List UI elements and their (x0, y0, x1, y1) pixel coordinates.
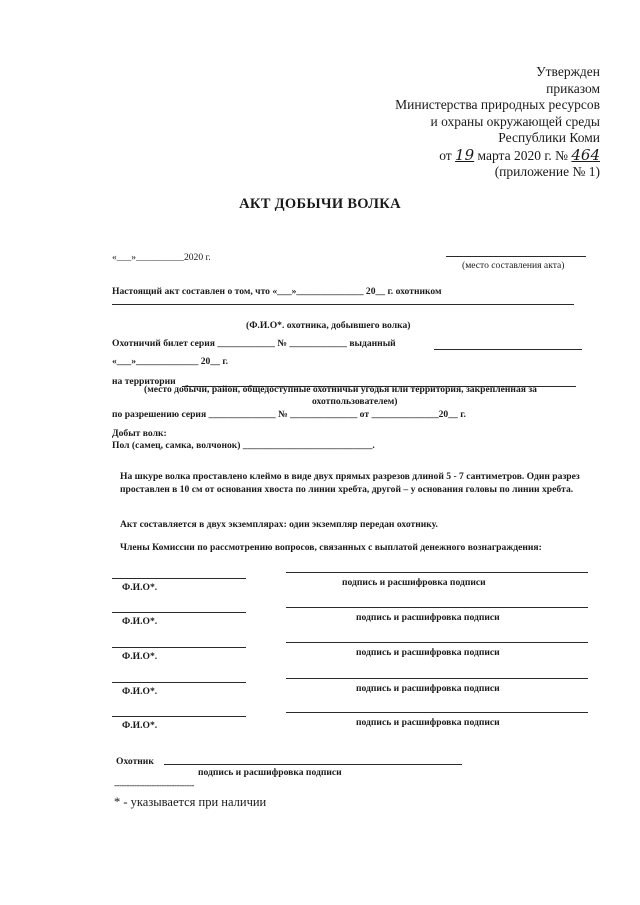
signature-line (286, 572, 588, 573)
ticket-series-line: Охотничий билет серия ____________ № ____________ выданный (112, 338, 396, 349)
place-line (446, 256, 586, 257)
fio-line (112, 578, 246, 579)
fio-caption: (Ф.И.О*. охотника, добывшего волка) (246, 320, 411, 331)
copies-paragraph: Акт составляется в двух экземплярах: один экземпляр передан охотнику. (120, 519, 438, 530)
document-title: АКТ ДОБЫЧИ ВОЛКА (239, 196, 401, 212)
territory-caption-2: охотпользователем) (312, 396, 398, 407)
footnote-text: * - указывается при наличии (114, 795, 267, 809)
approval-line-2: приказом (546, 80, 600, 96)
hunter-fio-line (112, 304, 574, 305)
signature-caption: подпись и расшифровка подписи (356, 647, 500, 658)
footnote-separator: -------------------------------- (114, 780, 194, 790)
date-prefix: от (439, 147, 452, 163)
hunter-signature-caption: подпись и расшифровка подписи (198, 767, 342, 778)
order-number-handwritten: 464 (571, 145, 600, 164)
approval-line-1: Утвержден (536, 64, 600, 79)
date-day-handwritten: 19 (455, 145, 475, 164)
signature-caption: подпись и расшифровка подписи (356, 683, 500, 694)
act-date-template: «___»__________2020 г. (112, 252, 211, 263)
intro-line: Настоящий акт составлен о том, что «___»______________ 20__ г. охотником (112, 286, 442, 297)
territory-caption-1: (место добычи, район, общедоступные охотничьи угодья или территория, закрепленная за (144, 384, 537, 395)
approval-line-4: и охраны окружающей среды (430, 113, 600, 129)
signature-line (286, 607, 588, 608)
approval-line-3: Министерства природных ресурсов (395, 97, 600, 112)
approval-block (395, 64, 600, 181)
brand-paragraph: На шкуре волка проставлено клеймо в виде двух прямых разрезов длиной 5 - 7 сантиметров. Один разрез проставлен в 10 см от основания хвоста по линии хребта, другой – у основания головы по линии хребта. (120, 471, 580, 495)
hunter-label: Охотник (116, 756, 154, 767)
fio-label: Ф.И.О*. (122, 651, 158, 662)
fio-label: Ф.И.О*. (122, 582, 158, 593)
fio-line (112, 716, 246, 717)
approval-date-line (395, 147, 600, 165)
territory-label: на территории (112, 376, 176, 387)
signature-line (286, 678, 588, 679)
fio-label: Ф.И.О*. (122, 720, 158, 731)
fio-label: Ф.И.О*. (122, 686, 158, 697)
hunter-signature-line (164, 764, 462, 765)
commission-paragraph: Члены Комиссии по рассмотрению вопросов, связанных с выплатой денежного вознаграждения: (120, 542, 542, 553)
fio-line (112, 682, 246, 683)
sex-line: Пол (самец, самка, волчонок) ___________________________. (112, 440, 375, 451)
signature-caption: подпись и расшифровка подписи (356, 612, 500, 623)
signature-line (286, 712, 588, 713)
signature-line (286, 642, 588, 643)
ticket-date: «___»_____________ 20__ г. (112, 356, 229, 367)
date-rest: марта 2020 г. № (477, 147, 568, 163)
signature-caption: подпись и расшифровка подписи (356, 717, 500, 728)
fio-line (112, 647, 246, 648)
fio-label: Ф.И.О*. (122, 616, 158, 627)
wolf-label: Добыт волк: (112, 428, 167, 439)
fio-line (112, 612, 246, 613)
approval-line-5: Республики Коми (498, 130, 600, 145)
permit-line: по разрешению серия ______________ № ______________ от ______________20__ г. (112, 409, 466, 420)
approval-appendix: (приложение № 1) (494, 164, 600, 179)
signature-caption: подпись и расшифровка подписи (342, 577, 486, 588)
ticket-issuer-line (434, 349, 582, 350)
place-caption: (место составления акта) (462, 260, 565, 271)
